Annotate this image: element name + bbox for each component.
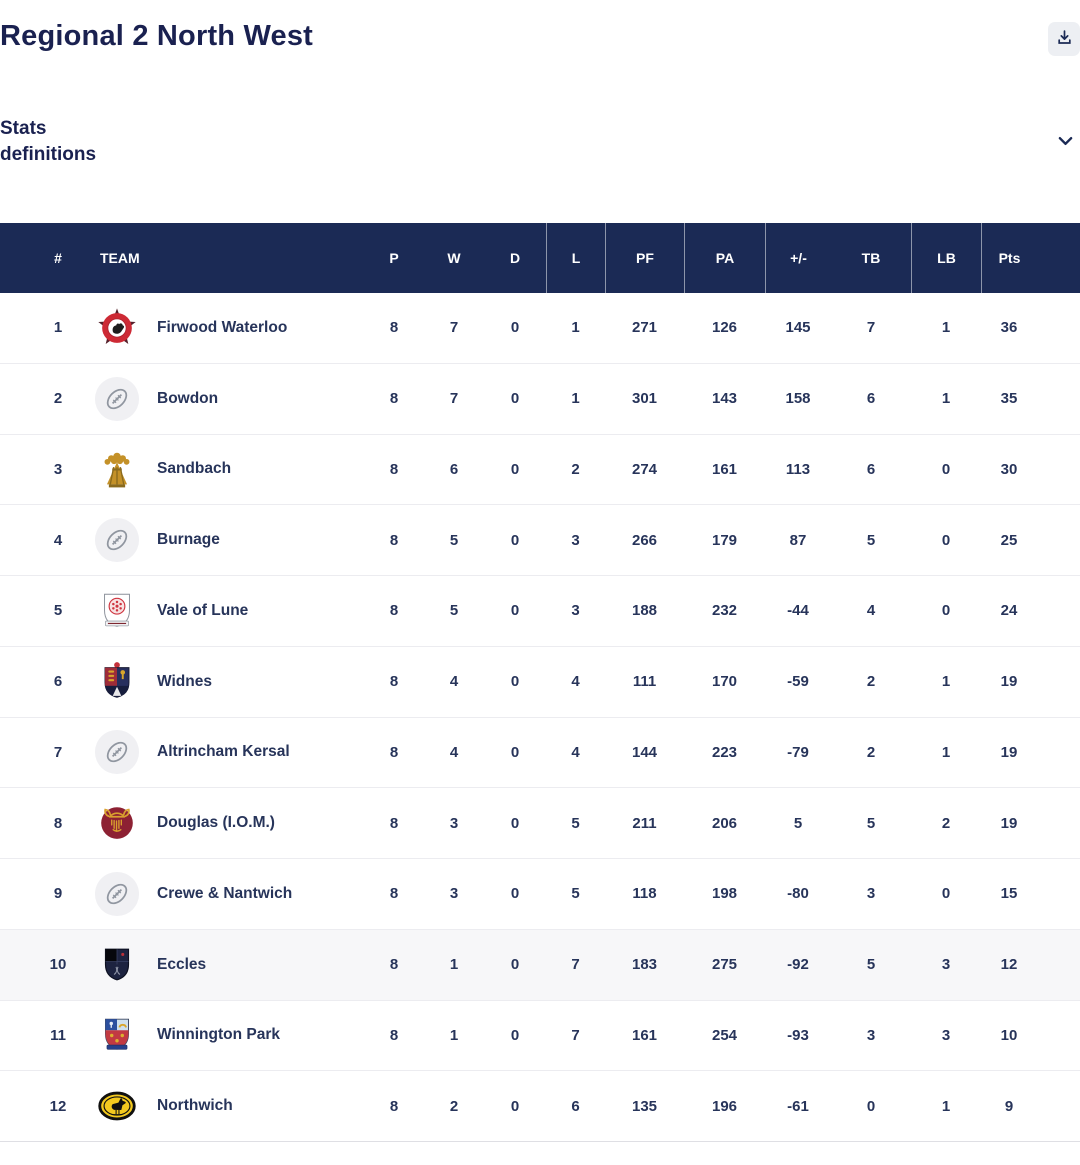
page-title: Regional 2 North West [0,20,314,52]
douglas-viking-crest-icon [94,800,140,846]
cell-lb: 1 [941,743,951,761]
row-spacer [1037,505,1080,575]
cell-pa: 170 [711,673,738,691]
cell-pa: 179 [711,531,738,549]
cell-team-name[interactable]: Eccles [157,955,207,973]
cell-position: 5 [53,602,63,620]
cell-tb: 4 [866,602,876,620]
cell-diff: -93 [787,1026,809,1044]
rugby-ball-placeholder-icon [94,729,140,775]
cell-l: 6 [571,1097,580,1115]
cell-p: 8 [389,673,399,691]
cell-pf: 144 [631,743,658,761]
northwich-crest-icon [94,1083,140,1129]
table-header [0,223,1080,293]
cell-w: 4 [449,743,459,761]
cell-l: 7 [571,956,580,974]
cell-d: 0 [510,814,520,832]
cell-team-name[interactable]: Vale of Lune [157,601,249,619]
row-spacer [1037,788,1080,858]
cell-pts: 30 [1000,460,1018,478]
row-spacer [1037,293,1080,363]
cell-p: 8 [389,885,399,903]
header-spacer [1037,223,1080,293]
cell-team-name[interactable]: Burnage [157,531,220,549]
cell-diff: -92 [787,956,809,974]
cell-badge [90,364,155,434]
cell-pf: 118 [632,885,657,903]
table-row[interactable] [0,363,1080,434]
cell-d: 0 [510,956,520,974]
cell-p: 8 [389,602,399,620]
cell-d: 0 [510,531,520,549]
cell-diff: -59 [787,673,809,691]
cell-l: 4 [571,673,580,691]
cell-diff: -79 [787,743,809,761]
vale-of-lune-crest-icon [94,588,140,634]
firwood-waterloo-crest-icon [94,305,140,351]
cell-p: 8 [389,460,399,478]
cell-pts: 12 [1000,956,1018,974]
cell-position: 9 [53,885,63,903]
cell-badge [90,576,155,646]
cell-l: 5 [571,814,580,832]
cell-d: 0 [510,460,520,478]
cell-d: 0 [510,885,520,903]
column-header-tb: TB [861,250,881,266]
cell-l: 5 [571,885,580,903]
table-row[interactable] [0,575,1080,646]
cell-lb: 0 [941,602,951,620]
column-header-pf: PF [605,223,684,293]
cell-w: 4 [449,673,459,691]
cell-badge [90,788,155,858]
column-header-d: D [509,250,521,266]
sandbach-wheatsheaf-crest-icon [94,446,140,492]
cell-tb: 5 [866,814,876,832]
cell-pf: 111 [632,673,657,691]
cell-w: 2 [449,1097,459,1115]
cell-badge [90,647,155,717]
table-row[interactable] [0,717,1080,788]
cell-pa: 126 [711,319,738,337]
table-row[interactable] [0,929,1080,1000]
row-spacer [1037,576,1080,646]
row-spacer [1037,1071,1080,1141]
cell-tb: 6 [866,460,876,478]
row-spacer [1037,859,1080,929]
cell-position: 12 [49,1097,67,1115]
cell-position: 8 [53,814,63,832]
cell-lb: 3 [941,1026,951,1044]
cell-position: 2 [53,390,63,408]
cell-pf: 271 [631,319,658,337]
cell-w: 1 [449,956,459,974]
cell-team-name[interactable]: Bowdon [157,389,219,407]
cell-badge [90,505,155,575]
cell-team-name[interactable]: Crewe & Nantwich [157,884,293,902]
chevron-down-icon [1058,133,1073,151]
table-row[interactable] [0,858,1080,929]
cell-w: 5 [449,531,459,549]
cell-d: 0 [510,1026,520,1044]
cell-diff: 158 [785,390,811,408]
stats-definitions-toggle[interactable] [0,116,1080,168]
table-body [0,293,1080,1141]
cell-diff: -61 [787,1097,809,1115]
cell-pa: 161 [711,460,738,478]
cell-badge [90,718,155,788]
cell-diff: -44 [787,602,809,620]
cell-pf: 135 [631,1097,658,1115]
cell-diff: 87 [789,531,807,549]
cell-pts: 19 [1000,673,1018,691]
row-spacer [1037,364,1080,434]
cell-team-name[interactable]: Sandbach [157,460,232,478]
cell-lb: 0 [941,460,951,478]
row-spacer [1037,1001,1080,1071]
cell-team-name[interactable]: Altrincham Kersal [157,743,290,761]
column-header-p: P [389,250,399,266]
cell-pts: 35 [1000,390,1018,408]
cell-position: 4 [53,531,63,549]
cell-p: 8 [389,1097,399,1115]
cell-pf: 183 [631,956,658,974]
cell-lb: 2 [941,814,951,832]
cell-lb: 1 [941,1097,951,1115]
cell-lb: 1 [941,673,951,691]
column-header-pa: PA [684,223,765,293]
cell-lb: 0 [941,531,951,549]
cell-tb: 3 [866,885,876,903]
table-row[interactable] [0,504,1080,575]
column-header-lb: LB [911,223,981,293]
column-header-team: TEAM [100,250,140,266]
cell-badge [90,1001,155,1071]
table-row[interactable] [0,293,1080,363]
cell-position: 3 [53,460,63,478]
cell-lb: 0 [941,885,951,903]
cell-pf: 161 [631,1026,658,1044]
cell-team-name[interactable]: Douglas (I.O.M.) [157,814,275,832]
cell-pf: 274 [631,460,658,478]
cell-l: 3 [571,602,580,620]
column-header-pts: Pts [981,223,1037,293]
cell-badge [90,435,155,505]
row-spacer [1037,930,1080,1000]
cell-pf: 301 [631,390,658,408]
cell-d: 0 [510,1097,520,1115]
cell-team-name[interactable]: Northwich [157,1097,233,1115]
cell-team-name[interactable]: Winnington Park [157,1026,280,1044]
cell-pa: 198 [711,885,738,903]
cell-w: 3 [449,814,459,832]
cell-pts: 19 [1000,743,1018,761]
cell-team-name[interactable]: Widnes [157,672,212,690]
cell-p: 8 [389,743,399,761]
cell-lb: 1 [941,319,951,337]
cell-position: 7 [53,743,63,761]
cell-diff: 5 [793,814,803,832]
rugby-ball-placeholder-icon [94,517,140,563]
cell-badge [90,1071,155,1141]
cell-pa: 143 [711,390,738,408]
winnington-park-crest-icon [94,1012,140,1058]
cell-badge [90,859,155,929]
cell-pts: 36 [1000,319,1018,337]
cell-pts: 19 [1000,814,1018,832]
cell-w: 6 [449,460,459,478]
top-bar [0,0,1080,56]
column-header-l: L [546,223,605,293]
cell-d: 0 [510,743,520,761]
cell-pa: 196 [711,1097,738,1115]
cell-pts: 10 [1000,1026,1018,1044]
cell-lb: 1 [941,390,951,408]
stats-definitions-label: Stats definitions [0,118,97,165]
cell-badge [90,293,155,363]
cell-d: 0 [510,319,520,337]
cell-l: 2 [571,460,580,478]
cell-pa: 254 [711,1026,738,1044]
table-row[interactable] [0,434,1080,505]
cell-position: 10 [49,956,67,974]
rugby-ball-placeholder-icon [94,376,140,422]
cell-l: 4 [571,743,580,761]
cell-position: 11 [50,1026,66,1044]
cell-badge [90,930,155,1000]
cell-tb: 0 [866,1097,876,1115]
cell-tb: 7 [866,319,876,337]
widnes-crest-icon [94,659,140,705]
cell-p: 8 [389,531,399,549]
cell-d: 0 [510,390,520,408]
cell-team-name[interactable]: Firwood Waterloo [157,318,288,336]
table-row[interactable] [0,787,1080,858]
cell-l: 7 [571,1026,580,1044]
cell-tb: 5 [866,531,876,549]
cell-pa: 275 [711,956,738,974]
row-spacer [1037,435,1080,505]
column-header-diff: +/- [765,223,831,293]
table-row[interactable] [0,1070,1080,1141]
row-spacer [1037,718,1080,788]
eccles-crest-icon [94,942,140,988]
cell-w: 1 [449,1026,459,1044]
cell-position: 6 [53,673,63,691]
cell-pf: 266 [631,531,658,549]
cell-l: 1 [571,319,580,337]
cell-diff: 145 [785,319,811,337]
cell-pa: 206 [711,814,738,832]
column-header-pos: # [54,250,62,266]
cell-d: 0 [510,673,520,691]
cell-p: 8 [389,390,399,408]
cell-w: 7 [449,390,459,408]
cell-pf: 211 [632,814,657,832]
download-button[interactable] [1048,22,1080,56]
cell-d: 0 [510,602,520,620]
cell-tb: 2 [866,673,876,691]
cell-pf: 188 [631,602,658,620]
cell-p: 8 [389,814,399,832]
cell-l: 1 [571,390,580,408]
cell-position: 1 [53,319,63,337]
table-row[interactable] [0,646,1080,717]
cell-w: 7 [449,319,459,337]
column-header-w: W [447,250,461,266]
cell-pts: 24 [1000,602,1018,620]
table-row[interactable] [0,1000,1080,1071]
cell-p: 8 [389,956,399,974]
cell-pa: 232 [711,602,738,620]
cell-pts: 15 [1000,885,1018,903]
cell-pa: 223 [711,743,738,761]
download-icon [1056,29,1073,49]
cell-pts: 25 [1000,531,1018,549]
cell-l: 3 [571,531,580,549]
cell-diff: 113 [785,460,811,478]
cell-tb: 5 [866,956,876,974]
cell-p: 8 [389,319,399,337]
row-spacer [1037,647,1080,717]
cell-w: 3 [449,885,459,903]
cell-pts: 9 [1004,1097,1014,1115]
cell-w: 5 [449,602,459,620]
cell-tb: 3 [866,1026,876,1044]
cell-tb: 6 [866,390,876,408]
cell-tb: 2 [866,743,876,761]
cell-diff: -80 [787,885,809,903]
cell-p: 8 [389,1026,399,1044]
league-table [0,223,1080,1142]
cell-lb: 3 [941,956,951,974]
rugby-ball-placeholder-icon [94,871,140,917]
